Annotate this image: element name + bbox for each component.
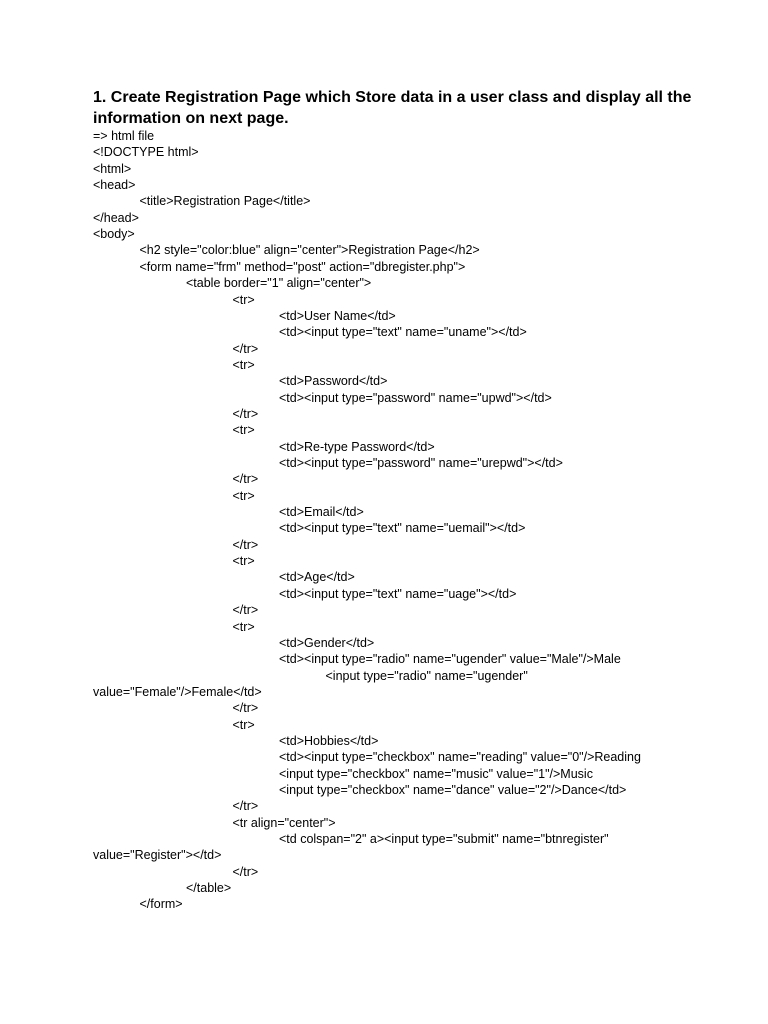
code-line: <h2 style="color:blue" align="center">Registration Page</h2> xyxy=(139,243,480,258)
code-line: <td>Gender</td> xyxy=(279,635,375,650)
code-line: </form> xyxy=(139,897,183,912)
code-line: </tr> xyxy=(232,701,259,716)
code-line: value="Register"></td> xyxy=(93,848,222,863)
code-line: <tr> xyxy=(232,717,255,732)
code-line: <tr> xyxy=(232,488,255,503)
code-line: <form name="frm" method="post" action="dbregister.php"> xyxy=(139,259,466,274)
code-line: </tr> xyxy=(232,341,259,356)
code-line: <input type="checkbox" name="music" value="1"/>Music xyxy=(279,766,593,781)
code-line: <html> xyxy=(93,161,132,176)
code-line: <head> xyxy=(93,178,136,193)
code-line: <tr> xyxy=(232,554,255,569)
code-line: <td>Hobbies</td> xyxy=(279,733,379,748)
code-line: </head> xyxy=(93,210,139,225)
question-heading: 1. Create Registration Page which Store data in a user class and display all the information on next page. xyxy=(93,89,692,127)
code-line: <td colspan="2" a><input type="submit" name="btnregister" xyxy=(279,832,609,847)
code-line: <td><input type="text" name="uname"></td> xyxy=(279,325,527,340)
code-line: <td><input type="checkbox" name="reading" value="0"/>Reading xyxy=(279,750,641,765)
code-line: <td><input type="radio" name="ugender" value="Male"/>Male xyxy=(279,652,621,667)
code-line: <td><input type="text" name="uage"></td> xyxy=(279,586,517,601)
code-line: <body> xyxy=(93,227,135,242)
code-line: <title>Registration Page</title> xyxy=(139,194,311,209)
code-line: </tr> xyxy=(232,864,259,879)
code-line: </tr> xyxy=(232,406,259,421)
code-line: <td><input type="text" name="uemail"></td> xyxy=(279,521,526,536)
code-line: <tr align="center"> xyxy=(232,815,336,830)
code-line: <tr> xyxy=(232,423,255,438)
code-line: <tr> xyxy=(232,357,255,372)
code-line: <td>Re-type Password</td> xyxy=(279,439,435,454)
code-line: <input type="checkbox" name="dance" value="2"/>Dance</td> xyxy=(279,783,627,797)
code-line: => html file xyxy=(93,129,155,143)
code-line: <td><input type="password" name="urepwd"></td> xyxy=(279,456,563,470)
code-line: <td>User Name</td> xyxy=(279,308,396,323)
code-line: </table> xyxy=(186,881,232,896)
code-line: <input type="radio" name="ugender" xyxy=(325,668,528,683)
code-line: </tr> xyxy=(232,537,259,552)
code-line: <td>Age</td> xyxy=(279,570,355,585)
code-line: <tr> xyxy=(232,292,255,307)
code-line: <tr> xyxy=(232,619,255,634)
code-line: <td>Password</td> xyxy=(279,374,388,389)
code-line: </tr> xyxy=(232,472,259,487)
code-line: </tr> xyxy=(232,603,259,618)
code-line: </tr> xyxy=(232,799,259,814)
code-line: <td><input type="password" name="upwd"></td> xyxy=(279,390,552,405)
code-line: <td>Email</td> xyxy=(279,505,364,520)
code-line: <!DOCTYPE html> xyxy=(93,145,199,160)
code-line: <table border="1" align="center"> xyxy=(186,276,372,291)
code-line: value="Female"/>Female</td> xyxy=(93,684,262,699)
